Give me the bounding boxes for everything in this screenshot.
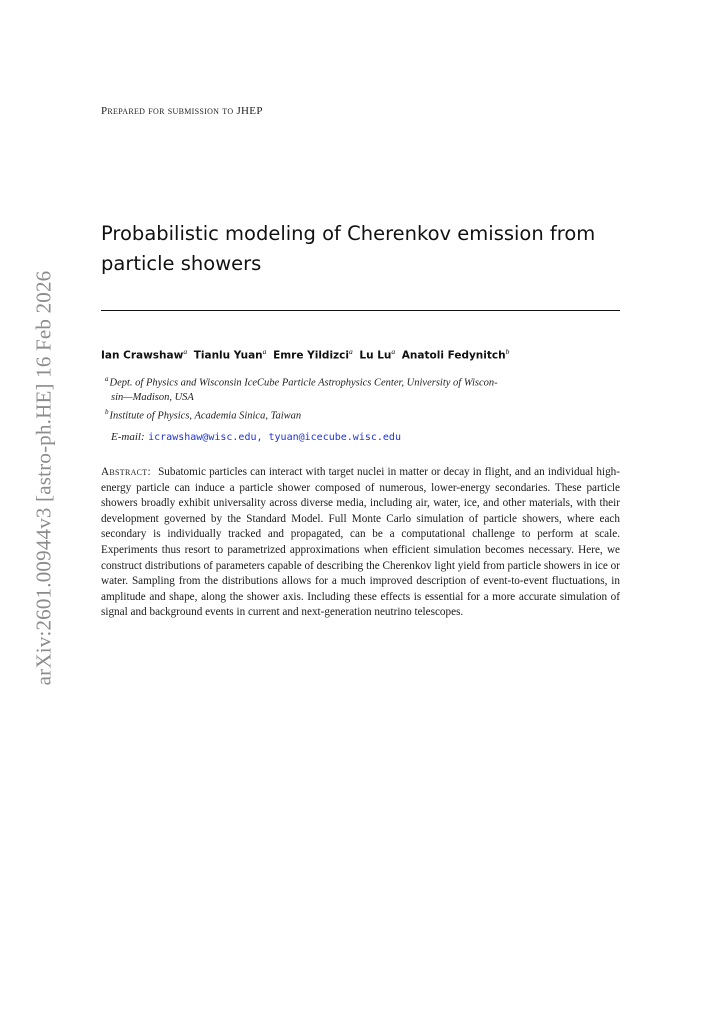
abstract	[101, 465, 620, 621]
author-name: Emre Yildizci	[273, 349, 349, 362]
email-label: E-mail:	[111, 431, 145, 443]
affiliation-mark: a	[105, 375, 109, 383]
paper-title: Probabilistic modeling of Cherenkov emission from particle showers	[101, 222, 596, 275]
abstract-text: Subatomic particles can interact with target nuclei in matter or decay in flight, and an individual high-energy particle can induce a particle shower composed of numerous, lower-energy secondaries. These particle showers broadly exhibit universality across diverse media, including air, water, ice, and other materials, with their development governed by the Standard Model. Full Monte Carlo simulation of particle showers, where each secondary is individually tracked and propagated, can be a computational challenge to perform at scale. Experiments thus resort to parametrized approximations when efficient simulation becomes necessary. Here, we construct distributions of parameters capable of describing the Cherenkov light yield from particle showers in ice or water. Sampling from the distributions allows for a much improved description of event-to-event fluctuations, in amplitude and shape, along the shower axis. Including these effects is essential for a more accurate simulation of signal and background events in current and next-generation neutrino telescopes.	[101, 466, 621, 619]
arxiv-identifier-stamp: arXiv:2601.00944v3 [astro-ph.HE] 16 Feb 2026	[31, 270, 56, 686]
affiliation-line: Institute of Physics, Academia Sinica, Taiwan	[109, 410, 302, 422]
affiliation-line: Dept. of Physics and Wisconsin IceCube Particle Astrophysics Center, University of Wiscon-	[109, 377, 498, 389]
affiliation-a	[105, 372, 623, 406]
submission-note: Prepared for submission to JHEP	[101, 105, 263, 117]
email-line	[111, 430, 401, 443]
email-addresses-link[interactable]: icrawshaw@wisc.edu, tyuan@icecube.wisc.edu	[148, 432, 401, 443]
author-affil-mark: b	[505, 347, 510, 356]
author-affil-mark: a	[262, 347, 267, 356]
author-name: Tianlu Yuan	[193, 349, 263, 362]
title-rule	[101, 310, 620, 311]
author-affil-mark: a	[348, 347, 353, 356]
affiliation-b	[105, 405, 623, 424]
abstract-label: Abstract:	[101, 466, 151, 478]
author-affil-mark: a	[391, 347, 396, 356]
author-list	[101, 347, 512, 362]
affiliation-line: sin—Madison, USA	[111, 392, 194, 403]
author-name: Anatoli Fedynitch	[401, 349, 506, 362]
author-name: Ian Crawshaw	[101, 349, 184, 362]
affiliation-mark: b	[105, 408, 109, 416]
author-name: Lu Lu	[359, 349, 392, 362]
author-affil-mark: a	[183, 347, 188, 356]
